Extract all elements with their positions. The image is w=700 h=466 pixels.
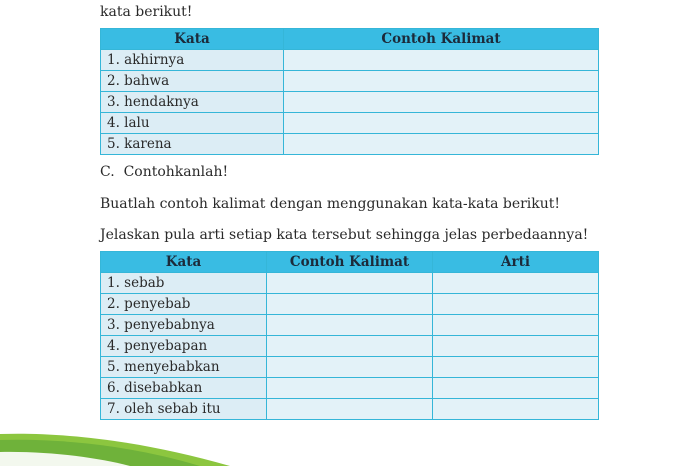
table-row	[101, 357, 599, 378]
table-row	[101, 315, 599, 336]
word-cell: 2. penyebab	[101, 294, 267, 315]
sentence-cell	[284, 134, 599, 155]
meaning-cell	[433, 378, 599, 399]
section-c-heading: C. Contohkanlah!	[100, 164, 229, 180]
word-cell: 7. oleh sebab itu	[101, 399, 267, 420]
column-header-kata: Kata	[101, 29, 284, 50]
word-cell: 6. disebabkan	[101, 378, 267, 399]
table-header-row	[101, 252, 599, 273]
table-row	[101, 134, 599, 155]
sentence-cell	[267, 294, 433, 315]
word-cell: 3. penyebabnya	[101, 315, 267, 336]
table-row	[101, 71, 599, 92]
table-row	[101, 273, 599, 294]
table-header-row	[101, 29, 599, 50]
word-cell: 1. sebab	[101, 273, 267, 294]
sentence-cell	[267, 315, 433, 336]
table-row	[101, 113, 599, 134]
sentence-cell	[267, 399, 433, 420]
table-row	[101, 294, 599, 315]
decorative-green-wave	[0, 426, 700, 466]
table-row	[101, 336, 599, 357]
column-header-contoh-kalimat: Contoh Kalimat	[284, 29, 599, 50]
sentence-cell	[284, 50, 599, 71]
sentence-cell	[284, 71, 599, 92]
column-header-arti: Arti	[433, 252, 599, 273]
word-cell: 5. karena	[101, 134, 284, 155]
table-kata-contoh	[100, 28, 599, 155]
word-cell: 4. lalu	[101, 113, 284, 134]
meaning-cell	[433, 357, 599, 378]
table-kata-contoh-arti	[100, 251, 599, 420]
instruction-paragraph-1: Buatlah contoh kalimat dengan menggunakan kata-kata berikut!	[100, 196, 561, 212]
meaning-cell	[433, 336, 599, 357]
meaning-cell	[433, 399, 599, 420]
word-cell: 4. penyebapan	[101, 336, 267, 357]
sentence-cell	[284, 113, 599, 134]
sentence-cell	[284, 92, 599, 113]
column-header-kata: Kata	[101, 252, 267, 273]
meaning-cell	[433, 315, 599, 336]
sentence-cell	[267, 378, 433, 399]
sentence-cell	[267, 357, 433, 378]
instruction-paragraph-2: Jelaskan pula arti setiap kata tersebut sehingga jelas perbedaannya!	[100, 227, 589, 243]
word-cell: 3. hendaknya	[101, 92, 284, 113]
meaning-cell	[433, 294, 599, 315]
meaning-cell	[433, 273, 599, 294]
word-cell: 2. bahwa	[101, 71, 284, 92]
table-row	[101, 399, 599, 420]
word-cell: 1. akhirnya	[101, 50, 284, 71]
table-row	[101, 92, 599, 113]
column-header-contoh-kalimat: Contoh Kalimat	[267, 252, 433, 273]
sentence-cell	[267, 273, 433, 294]
word-cell: 5. menyebabkan	[101, 357, 267, 378]
intro-text: kata berikut!	[100, 4, 193, 20]
table-row	[101, 50, 599, 71]
sentence-cell	[267, 336, 433, 357]
table-row	[101, 378, 599, 399]
